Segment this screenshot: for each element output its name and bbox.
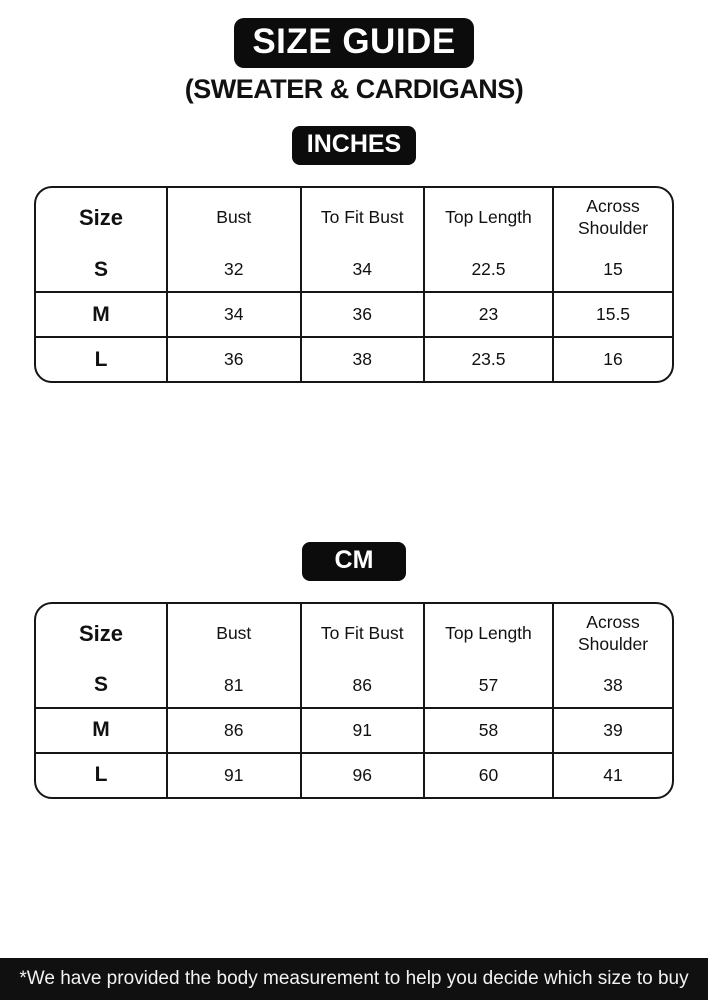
- size-cell: M: [36, 708, 167, 753]
- column-header-across-shoulder: Across Shoulder: [553, 604, 672, 664]
- value-cell: 39: [553, 708, 672, 753]
- column-header-bust: Bust: [167, 604, 301, 664]
- unit-badge-cm: CM: [302, 542, 407, 581]
- value-cell: 91: [167, 753, 301, 797]
- table-row: [36, 664, 672, 708]
- value-cell: 36: [167, 337, 301, 381]
- page-subtitle: (SWEATER & CARDIGANS): [184, 74, 524, 105]
- value-cell: 38: [301, 337, 424, 381]
- size-table-inches-frame: [34, 186, 674, 383]
- value-cell: 34: [301, 248, 424, 292]
- value-cell: 22.5: [424, 248, 553, 292]
- size-cell: L: [36, 337, 167, 381]
- size-table-inches: [36, 188, 672, 381]
- value-cell: 15: [553, 248, 672, 292]
- value-cell: 23: [424, 292, 553, 337]
- size-cell: L: [36, 753, 167, 797]
- table-header-row: [36, 604, 672, 664]
- footer-note-bar: [0, 958, 708, 1000]
- column-header-bust: Bust: [167, 188, 301, 248]
- value-cell: 41: [553, 753, 672, 797]
- column-header-to-fit-bust: To Fit Bust: [301, 188, 424, 248]
- value-cell: 38: [553, 664, 672, 708]
- footer-note: *We have provided the body measurement to help you decide which size to buy: [19, 968, 689, 989]
- size-cell: M: [36, 292, 167, 337]
- size-table-cm-frame: [34, 602, 674, 799]
- column-header-top-length: Top Length: [424, 604, 553, 664]
- value-cell: 58: [424, 708, 553, 753]
- value-cell: 60: [424, 753, 553, 797]
- value-cell: 96: [301, 753, 424, 797]
- table-row: [36, 248, 672, 292]
- value-cell: 15.5: [553, 292, 672, 337]
- table-header-row: [36, 188, 672, 248]
- value-cell: 57: [424, 664, 553, 708]
- unit-badge-inches: INCHES: [292, 126, 416, 165]
- value-cell: 86: [301, 664, 424, 708]
- value-cell: 36: [301, 292, 424, 337]
- value-cell: 91: [301, 708, 424, 753]
- table-row: [36, 292, 672, 337]
- column-header-across-shoulder: Across Shoulder: [553, 188, 672, 248]
- size-cell: S: [36, 248, 167, 292]
- value-cell: 86: [167, 708, 301, 753]
- size-cell: S: [36, 664, 167, 708]
- size-table-cm: [36, 604, 672, 797]
- value-cell: 34: [167, 292, 301, 337]
- table-row: [36, 753, 672, 797]
- table-row: [36, 708, 672, 753]
- page-title: SIZE GUIDE: [234, 18, 473, 68]
- value-cell: 16: [553, 337, 672, 381]
- value-cell: 23.5: [424, 337, 553, 381]
- column-header-top-length: Top Length: [424, 188, 553, 248]
- value-cell: 81: [167, 664, 301, 708]
- column-header-size: Size: [36, 604, 167, 664]
- value-cell: 32: [167, 248, 301, 292]
- table-row: [36, 337, 672, 381]
- column-header-size: Size: [36, 188, 167, 248]
- column-header-to-fit-bust: To Fit Bust: [301, 604, 424, 664]
